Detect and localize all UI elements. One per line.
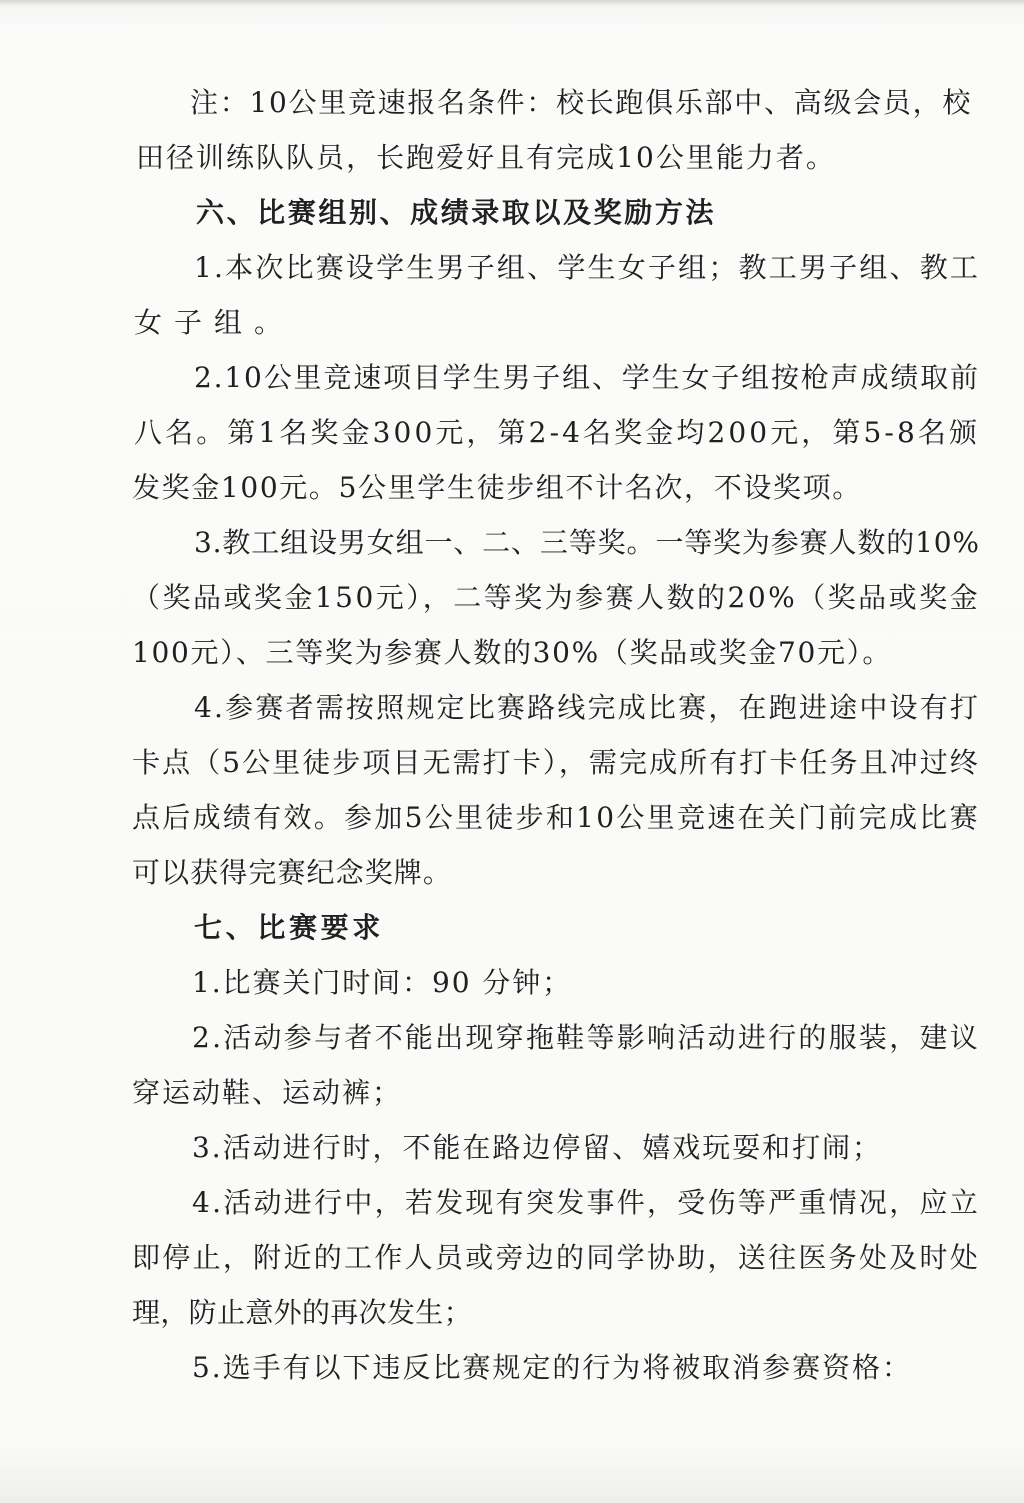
line-text: 发奖金100元。5公里学生徒步组不计名次，不设奖项。 [132,471,862,504]
text-line [0,294,1024,352]
line-text: （奖品或奖金150元），二等奖为参赛人数的20%（奖品或奖金 [132,581,981,614]
text-line [0,239,1024,297]
line-text: 七、比赛要求 [194,911,384,944]
line-text: 4.活动进行中，若发现有突发事件，受伤等严重情况，应立 [192,1186,981,1219]
text-line [0,954,1024,1012]
text-line [0,404,1024,462]
text-line [0,1339,1024,1397]
line-text: 穿运动鞋、运动裤； [132,1076,403,1109]
line-text: 5.选手有以下违反比赛规定的行为将被取消参赛资格： [192,1351,912,1384]
text-line [0,569,1024,627]
line-text: 可以获得完赛纪念奖牌。 [132,856,452,889]
line-text: 1.本次比赛设学生男子组、学生女子组；教工男子组、教工 [194,251,981,284]
text-line [0,734,1024,792]
line-text: 注：10公里竞速报名条件：校长跑俱乐部中、高级会员，校 [190,86,973,119]
line-text: 2.10公里竞速项目学生男子组、学生女子组按枪声成绩取前 [194,361,980,394]
text-line [0,459,1024,517]
text-line [0,1009,1024,1067]
text-line [0,129,1024,187]
line-text: 4.参赛者需按照规定比赛路线完成比赛，在跑进途中设有打 [194,691,981,724]
line-text: 1.比赛关门时间：90 分钟； [192,966,573,999]
text-line [0,679,1024,737]
text-line [0,74,1024,132]
line-text: 六、比赛组别、成绩录取以及奖励方法 [196,196,717,229]
line-text: 即停止，附近的工作人员或旁边的同学协助，送往医务处及时处 [132,1241,981,1274]
line-text: 田径训练队队员，长跑爱好且有完成10公里能力者。 [136,141,836,174]
text-line [0,349,1024,407]
text-line [0,1119,1024,1177]
line-text: 理，防止意外的再次发生； [132,1296,472,1329]
scan-top-edge [0,0,1024,6]
text-line [0,624,1024,682]
line-text: 3.活动进行时，不能在路边停留、嬉戏玩耍和打闹； [192,1131,882,1164]
line-text: 2.活动参与者不能出现穿拖鞋等影响活动进行的服装，建议 [192,1021,981,1054]
line-text: 八名。第1名奖金300元，第2-4名奖金均200元，第5-8名颁 [134,416,981,449]
line-text: 卡点（5公里徒步项目无需打卡），需完成所有打卡任务且冲过终 [132,746,980,779]
text-line [0,1284,1024,1342]
text-line [0,1174,1024,1232]
text-line [0,789,1024,847]
text-line [0,1064,1024,1122]
text-line [0,844,1024,902]
text-line [0,514,1024,572]
line-text: 100元）、三等奖为参赛人数的30%（奖品或奖金70元）。 [132,636,893,669]
section-heading [0,899,1024,957]
line-text: 3.教工组设男女组一、二、三等奖。一等奖为参赛人数的10% [194,526,980,559]
text-line [0,1229,1024,1287]
line-text: 点后成绩有效。参加5公里徒步和10公里竞速在关门前完成比赛 [132,801,980,834]
line-text: 女子组。 [134,306,295,339]
section-heading [0,184,1024,242]
